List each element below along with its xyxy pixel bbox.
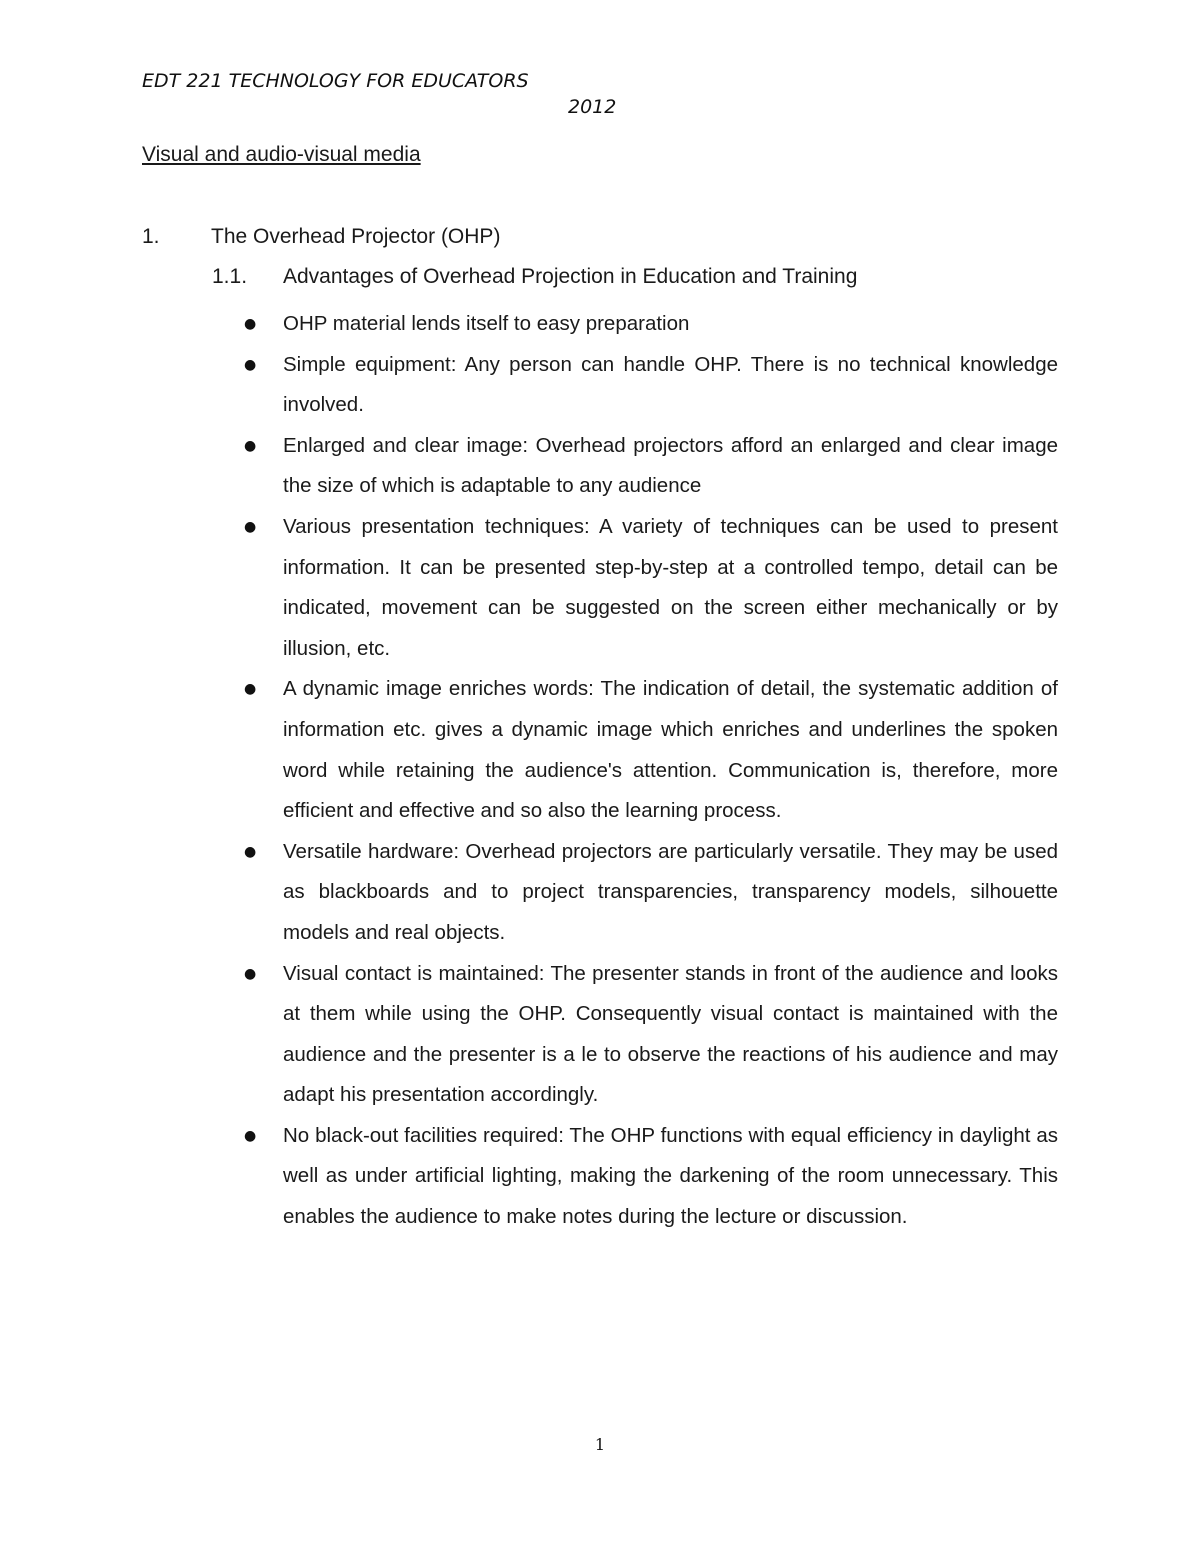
bullet-icon: ● (244, 316, 257, 332)
list-item (244, 426, 1058, 507)
list-item-text: No black-out facilities required: The OHP functions with equal efficiency in daylight as well as under artificial lighting, making the darkening of the room unnecessary. This enables the audience to make notes during the lecture or discussion. (283, 1123, 1058, 1229)
course-title: EDT 221 TECHNOLOGY FOR EDUCATORS (142, 70, 529, 92)
bullet-icon: ● (244, 843, 257, 860)
list-item-text: Enlarged and clear image: Overhead projectors afford an enlarged and clear image the size of which is adaptable to any audience (283, 433, 1058, 498)
list-item-text: OHP material lends itself to easy preparation (283, 312, 690, 335)
heading-2-number: 1.1. (212, 265, 248, 288)
bullet-icon: ● (244, 356, 257, 373)
bullet-icon: ● (244, 518, 257, 535)
section-title: Visual and audio-visual media (142, 143, 421, 166)
bullet-icon: ● (244, 1127, 257, 1144)
list-item (244, 304, 1058, 345)
course-year: 2012 (568, 96, 617, 118)
list-item-text: Versatile hardware: Overhead projectors are particularly versatile. They may be used as blackboards and to project transparencies, transparency models, silhouette models and real objects. (283, 839, 1058, 944)
list-item (244, 669, 1058, 831)
advantages-list (244, 304, 1058, 1238)
heading-2-text: Advantages of Overhead Projection in Education and Training (283, 265, 858, 288)
list-item-text: A dynamic image enriches words: The indication of detail, the systematic addition of information etc. gives a dynamic image which enriches and underlines the spoken word while retaining the audience's attention. Communication is, therefore, more efficient and effective and so also the learning process. (283, 677, 1058, 823)
list-item-text: Simple equipment: Any person can handle OHP. There is no technical knowledge involved. (283, 352, 1058, 417)
heading-1-number: 1. (142, 225, 160, 248)
list-item-text: Various presentation techniques: A variety of techniques can be used to present information. It can be presented step-by-step at a controlled tempo, detail can be indicated, movement can be suggested on the screen either mechanically or by illusion, etc. (283, 514, 1058, 660)
page-number: 1 (594, 1435, 606, 1454)
list-item-text: Visual contact is maintained: The presenter stands in front of the audience and looks at them while using the OHP. Consequently visual contact is maintained with the audience and the presenter is a le to observe the reactions of his audience and may adapt his presentation accordingly. (283, 961, 1058, 1107)
bullet-icon: ● (244, 681, 257, 698)
bullet-icon: ● (244, 437, 257, 454)
list-item (244, 832, 1058, 954)
heading-1-text: The Overhead Projector (OHP) (211, 225, 501, 248)
list-item (244, 954, 1058, 1116)
list-item (244, 507, 1058, 669)
bullet-icon: ● (244, 965, 257, 982)
list-item (244, 1116, 1058, 1238)
list-item (244, 345, 1058, 426)
